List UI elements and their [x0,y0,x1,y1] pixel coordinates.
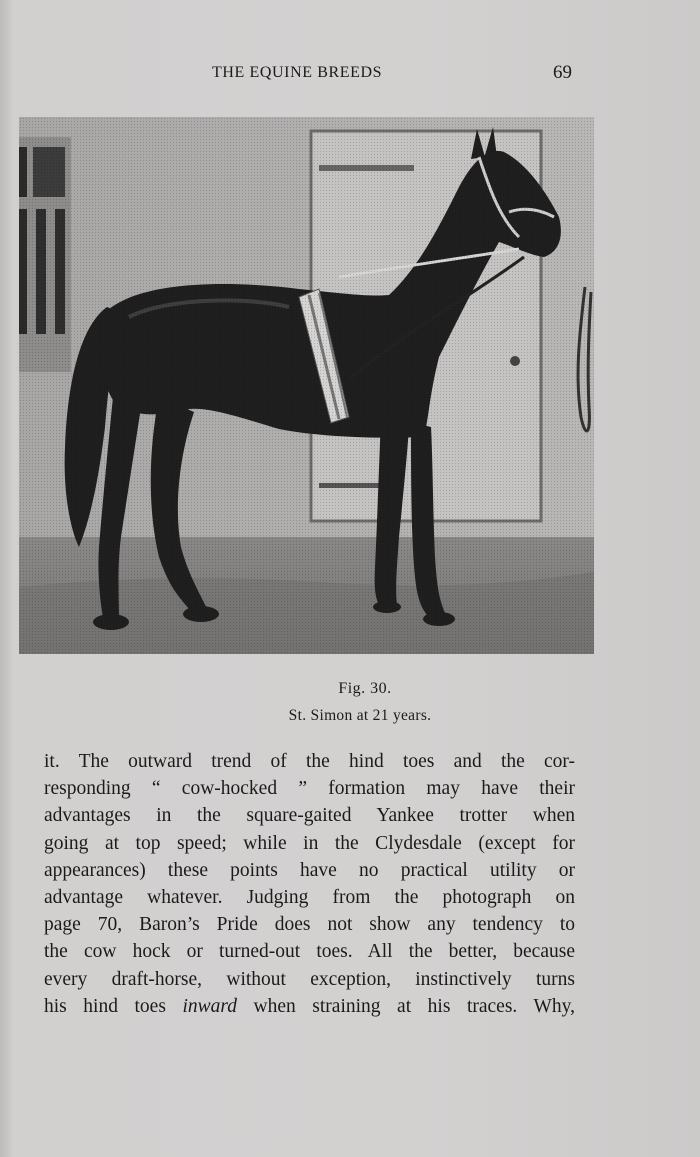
page-header [0,64,700,88]
text-line-last [44,993,575,1020]
text-line: every draft-horse, without exception, instinctively turns [44,968,575,990]
text-line: appearances) these points have no practical utility or [44,859,575,881]
italic-word: inward [182,995,237,1017]
text-fragment: when straining at his traces. Why, [236,995,575,1017]
figure-label: Fig. 30. [338,680,392,697]
horse-photograph [19,117,594,654]
text-line: it. The outward trend of the hind toes and the cor- [44,751,575,772]
text-line: going at top speed; while in the Clydesdale (except for [44,832,575,854]
text-line: advantage whatever. Judging from the photograph on [44,887,575,909]
text-line: advantages in the square-gaited Yankee trotter when [44,805,575,827]
figure-caption [0,680,700,725]
running-head: THE EQUINE BREEDS [212,64,383,81]
text-line: responding “ cow-hocked ” formation may have their [44,778,575,800]
text-line: the cow hock or turned-out toes. All the better, because [44,941,575,963]
page-number: 69 [553,62,572,83]
horse-photo-illustration [19,117,594,654]
text-line: page 70, Baron’s Pride does not show any tendency to [44,914,575,936]
figure-title: St. Simon at 21 years. [288,707,432,724]
body-paragraph [44,748,575,1020]
text-fragment: his hind toes [44,995,183,1017]
